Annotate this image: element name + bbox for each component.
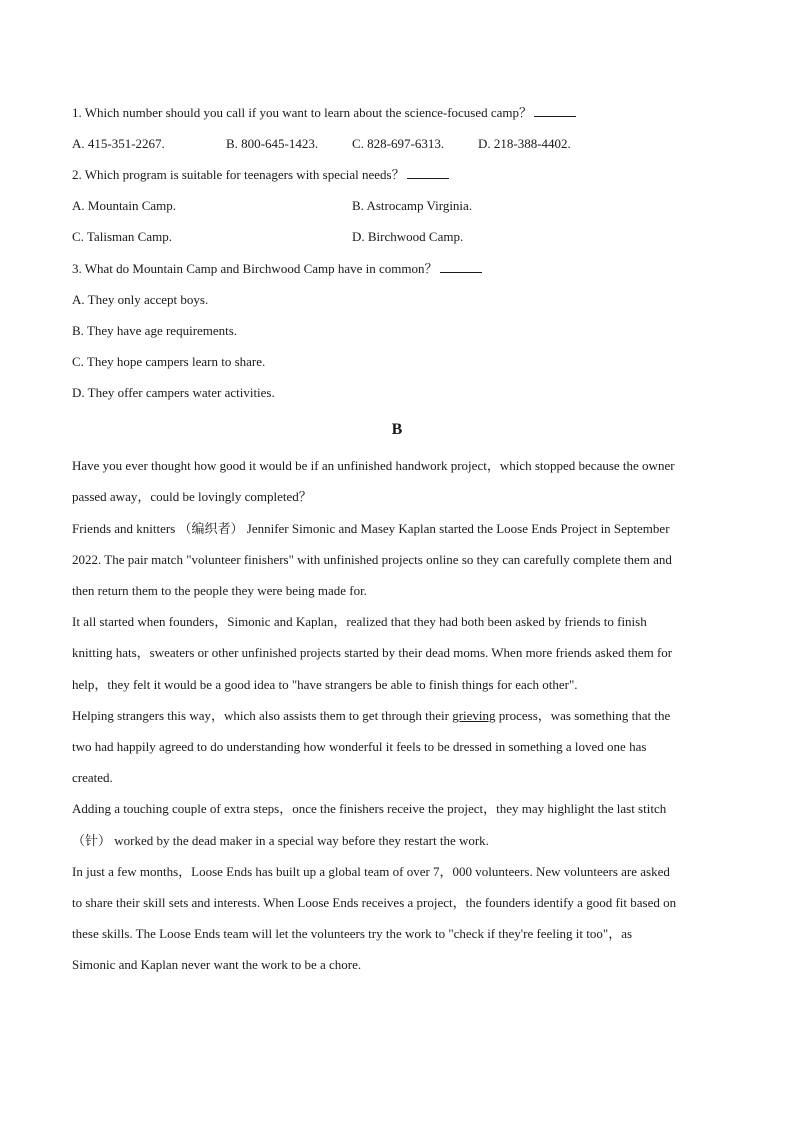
passage-p5-line-1: Adding a touching couple of extra steps，once the finishers receive the project，they may highlight the last stitch: [72, 801, 667, 816]
q2-option-a: A. Mountain Camp.: [72, 198, 176, 213]
passage-p2-line-2: 2022. The pair match "volunteer finishers" with unfinished projects online so they can carefully complete them and: [72, 552, 672, 567]
passage-p5-line-2: （针） worked by the dead maker in a special way before they restart the work.: [72, 833, 489, 848]
passage-p6-line-4: Simonic and Kaplan never want the work to be a chore.: [72, 957, 362, 972]
q1-option-a: A. 415-351-2267.: [72, 136, 165, 151]
passage-p4-line-2: two had happily agreed to do understanding how wonderful it feels to be dressed in something a loved one has: [72, 739, 647, 754]
passage-p4-text-a: Helping strangers this way，which also assists them to get through their: [72, 708, 453, 723]
passage-p1-line-1: Have you ever thought how good it would be if an unfinished handwork project，which stopped because the owner: [72, 458, 675, 473]
q1-option-c: C. 828-697-6313.: [352, 136, 445, 151]
passage-p2-line-1: Friends and knitters （编织者） Jennifer Simonic and Masey Kaplan started the Loose Ends Project in September: [72, 521, 670, 536]
q2-option-d: D. Birchwood Camp.: [352, 229, 464, 244]
passage-p6-line-2: to share their skill sets and interests. When Loose Ends receives a project，the founders identify a good fit based on: [72, 895, 677, 910]
passage-p3-line-1: It all started when founders，Simonic and Kaplan，realized that they had both been asked by friends to finish: [72, 614, 647, 629]
question-1: [72, 105, 722, 121]
answer-blank-2: [407, 167, 449, 179]
passage-p3-line-3: help，they felt it would be a good idea to "have strangers be able to finish things for each other".: [72, 677, 578, 692]
answer-blank-3: [440, 261, 482, 273]
q3-option-d: D. They offer campers water activities.: [72, 385, 275, 400]
q1-option-d: D. 218-388-4402.: [478, 136, 571, 151]
passage-p4-line-1: [72, 708, 722, 724]
answer-blank-1: [534, 105, 576, 117]
underlined-word-grieving: grieving: [452, 708, 496, 723]
q2-option-c: C. Talisman Camp.: [72, 229, 172, 244]
passage-p2-line-3: then return them to the people they were being made for.: [72, 583, 367, 598]
section-heading: B: [391, 421, 403, 438]
question-3-stem: 3. What do Mountain Camp and Birchwood Camp have in common？: [72, 261, 438, 276]
passage-p6-line-3: these skills. The Loose Ends team will let the volunteers try the work to "check if they're feeling it too"，as: [72, 926, 633, 941]
q2-option-b: B. Astrocamp Virginia.: [352, 198, 473, 213]
question-3: [72, 261, 722, 277]
q3-option-a: A. They only accept boys.: [72, 292, 209, 307]
q1-option-b: B. 800-645-1423.: [226, 136, 319, 151]
passage-p3-line-2: knitting hats，sweaters or other unfinished projects started by their dead moms. When more friends asked them for: [72, 645, 673, 660]
passage-p1-line-2: passed away，could be lovingly completed？: [72, 489, 312, 504]
q3-option-c: C. They hope campers learn to share.: [72, 354, 266, 369]
question-2: [72, 167, 722, 183]
question-1-stem: 1. Which number should you call if you want to learn about the science-focused camp？: [72, 105, 533, 120]
passage-p4-line-3: created.: [72, 770, 113, 785]
passage-p4-text-b: process，was something that the: [495, 708, 671, 723]
question-2-stem: 2. Which program is suitable for teenagers with special needs？: [72, 167, 405, 182]
passage-p6-line-1: In just a few months，Loose Ends has built up a global team of over 7，000 volunteers. New volunteers are asked: [72, 864, 670, 879]
q3-option-b: B. They have age requirements.: [72, 323, 238, 338]
